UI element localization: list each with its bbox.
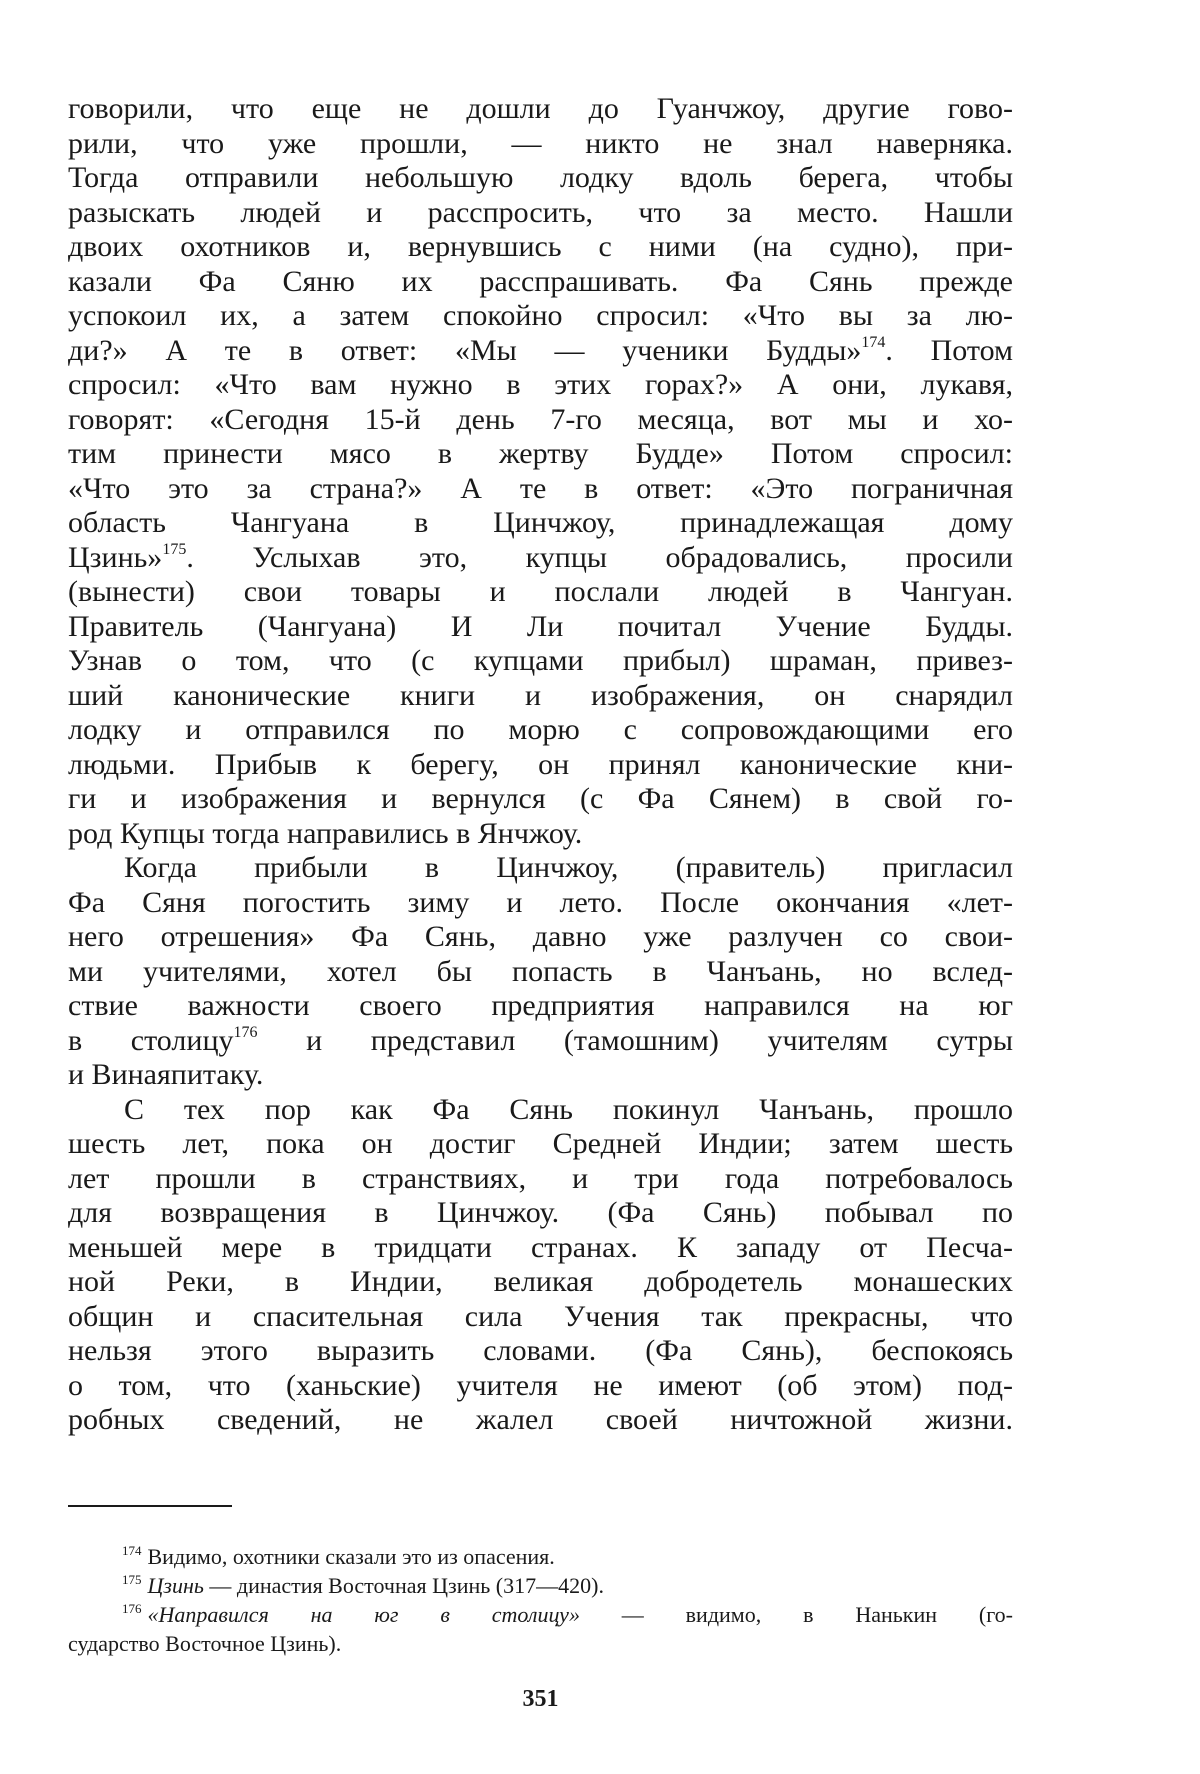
footnote-176 xyxy=(68,1600,1013,1629)
text-line-part: ди?» А те в ответ: «Мы — ученики Будды» xyxy=(68,333,862,367)
footnote-number: 174 xyxy=(122,1543,142,1558)
text-line: рили, что уже прошли, — никто не знал наверняка. xyxy=(68,126,1013,160)
footnote-174 xyxy=(68,1542,1013,1571)
footnote-term: «Направился на юг в столицу» xyxy=(147,1602,580,1627)
text-line: ствие важности своего предприятия направился на юг xyxy=(68,989,1013,1022)
footnote-divider xyxy=(68,1505,232,1507)
text-line: Фа Сяня погостить зиму и лето. После окончания «лет- xyxy=(68,885,1013,919)
text-line: лет прошли в странствиях, и три года потребовалось xyxy=(68,1161,1013,1195)
text-line: нельзя этого выразить словами. (Фа Сянь), беспокоясь xyxy=(68,1334,1013,1367)
text-line: лодку и отправился по морю с сопровождающими его xyxy=(68,713,1013,746)
text-line: двоих охотников и, вернувшись с ними (на судно), при- xyxy=(68,230,1013,263)
text-line: область Чангуана в Цинчжоу, принадлежащая дому xyxy=(68,506,1013,539)
text-line: шесть лет, пока он достиг Средней Индии; затем шесть xyxy=(68,1127,1013,1160)
text-line: тим принести мясо в жертву Будде» Потом спросил: xyxy=(68,437,1013,470)
main-text xyxy=(68,92,1013,1438)
text-line: успокоил их, а затем спокойно спросил: «Что вы за лю- xyxy=(68,299,1013,332)
text-line-part: в столицу xyxy=(68,1023,234,1057)
text-line: ми учителями, хотел бы попасть в Чанъань, но вслед- xyxy=(68,954,1013,988)
text-line: для возвращения в Цинчжоу. (Фа Сянь) побывал по xyxy=(68,1196,1013,1229)
text-line: Тогда отправили небольшую лодку вдоль берега, чтобы xyxy=(68,161,1013,194)
text-line: и Винаяпитаку. xyxy=(68,1058,264,1091)
text-line: Правитель (Чангуана) И Ли почитал Учение Будды. xyxy=(68,609,1013,643)
text-line xyxy=(68,334,1013,369)
text-line: (вынести) свои товары и послали людей в Чангуан. xyxy=(68,575,1013,608)
footnote-number: 175 xyxy=(122,1572,142,1587)
text-line: Когда прибыли в Цинчжоу, (правитель) пригласил xyxy=(124,851,1013,884)
text-line: спросил: «Что вам нужно в этих горах?» А они, лукавя, xyxy=(68,368,1013,401)
text-line: разыскать людей и расспросить, что за место. Нашли xyxy=(68,195,1013,229)
text-line xyxy=(68,541,1013,576)
footnote-175 xyxy=(68,1571,1013,1600)
text-line: говорили, что еще не дошли до Гуанчжоу, другие гово- xyxy=(68,92,1013,125)
text-line-part: и представил (тамошним) учителям сутры xyxy=(257,1023,1013,1057)
footnote-continuation: сударство Восточное Цзинь). xyxy=(68,1631,342,1656)
text-line: ший канонические книги и изображения, он снарядил xyxy=(68,678,1013,712)
text-line: ной Реки, в Индии, великая добродетель монашеских xyxy=(68,1265,1013,1298)
text-line: С тех пор как Фа Сянь покинул Чанъань, прошло xyxy=(124,1092,1013,1126)
page-number: 351 xyxy=(522,1686,559,1712)
text-line: общин и спасительная сила Учения так прекрасны, что xyxy=(68,1299,1013,1333)
text-line: меньшей мере в тридцати странах. К западу от Песча- xyxy=(68,1230,1013,1264)
text-line: людьми. Прибыв к берегу, он принял канонические кни- xyxy=(68,747,1013,781)
footnote-number: 176 xyxy=(122,1601,142,1616)
text-line: говорят: «Сегодня 15-й день 7-го месяца, вот мы и хо- xyxy=(68,402,1013,436)
text-line-part: . Услыхав это, купцы обрадовались, просили xyxy=(186,540,1013,574)
text-line: ги и изображения и вернулся (с Фа Сянем) в свой го- xyxy=(68,782,1013,815)
text-line: род Купцы тогда направились в Янчжоу. xyxy=(68,816,583,850)
text-line: робных сведений, не жалел своей ничтожной жизни. xyxy=(68,1403,1013,1436)
footnote-ref-176[interactable]: 176 xyxy=(233,1023,258,1041)
text-line-part: Цзинь» xyxy=(68,540,163,574)
text-line: о том, что (ханьские) учителя не имеют (об этом) под- xyxy=(68,1368,1013,1402)
footnote-term: Цзинь xyxy=(147,1573,204,1598)
text-line: «Что это за страна?» А те в ответ: «Это пограничная xyxy=(68,471,1013,505)
text-line-part: . Потом xyxy=(885,333,1013,367)
text-line: Узнав о том, что (с купцами прибыл) шраман, привез- xyxy=(68,644,1013,677)
footnote-ref-175[interactable]: 175 xyxy=(162,540,187,558)
footnote-ref-174[interactable]: 174 xyxy=(861,333,886,351)
text-line: казали Фа Сяню их расспрашивать. Фа Сянь прежде xyxy=(68,264,1013,298)
footnotes xyxy=(68,1542,1013,1658)
text-line xyxy=(68,1024,1013,1059)
footnote-text: Видимо, охотники сказали это из опасения. xyxy=(147,1544,555,1569)
footnote-text: — видимо, в Нанькин (го- xyxy=(579,1602,1013,1627)
footnote-text: — династия Восточная Цзинь (317—420). xyxy=(203,1573,604,1598)
text-line: него отрешения» Фа Сянь, давно уже разлучен со свои- xyxy=(68,920,1013,953)
